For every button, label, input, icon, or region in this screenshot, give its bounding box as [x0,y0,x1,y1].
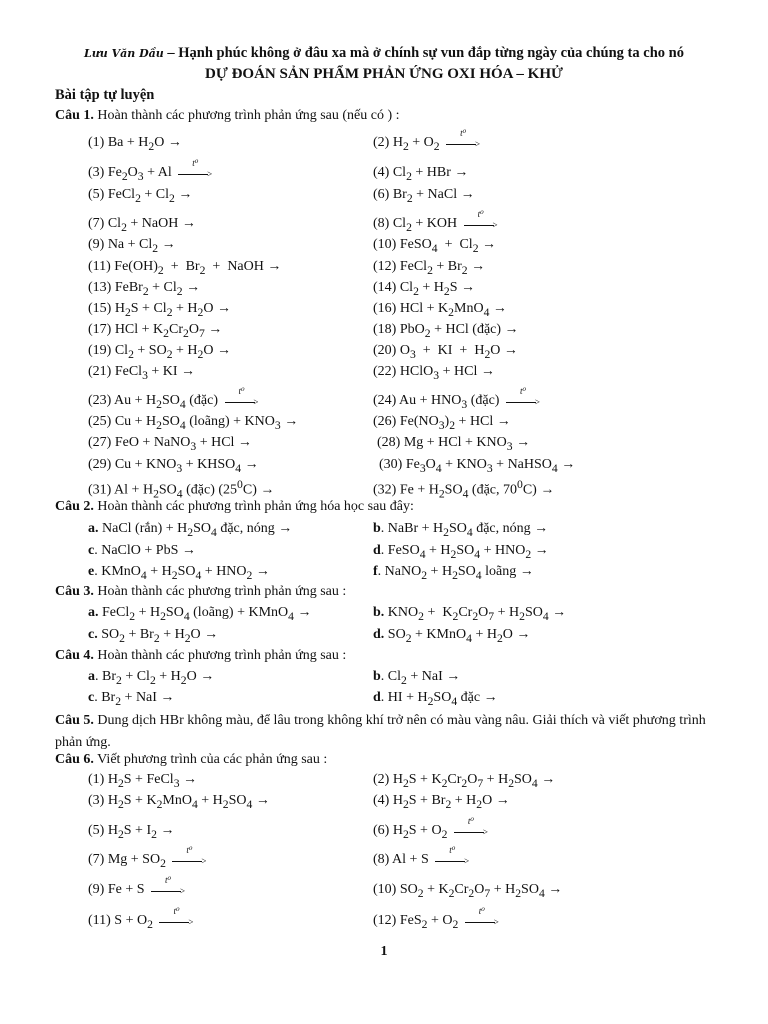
reaction-6-5: (5) $H_2S + I_2$ → [88,823,175,841]
question-label: Câu 6. [55,752,94,767]
question-text: Hoàn thành các phương trình phản ứng sau : [93,584,347,599]
reaction-3-c: c. $SO_2 + Br_2 + H_2O$ → [88,627,219,645]
reaction-1-19: (19) $Cl_2 + SO_2 + H_2O$ → [88,343,231,361]
reaction-1-4: (4) $Cl_2$ + HBr → [373,165,469,183]
question-4 [55,648,346,664]
reaction-6-2: (2) $H_2S + K_2Cr_2O_7 + H_2SO_4$ → [373,772,556,790]
reaction-3-d: d. $SO_2$ + KMnO$_4$ + $H_2O$ → [373,627,531,645]
reaction-2-f: f. NaNO$_2$ + $H_2SO_4$ loãng → [373,564,534,582]
reaction-2-e: e. KMnO$_4$ + $H_2SO_4 + HNO_2$ → [88,564,270,582]
heat-arrow-icon: t⁰ > [435,854,469,866]
reaction-1-1: (1) $Ba + H_2O$ → [88,135,182,153]
reaction-6-11: (11) $S + O_2$ t⁰ > [88,905,194,931]
reaction-1-25: (25) $Cu + H_2SO_4$ (loãng) + $KNO_3$ → [88,414,299,432]
reaction-1-2: (2) $H_2 + O_2$ t⁰ > [373,127,481,153]
reaction-1-21: (21) FeCl$_3$ + KI → [88,364,196,382]
heat-arrow-icon: t⁰ > [159,915,193,927]
heat-arrow-icon: t⁰ > [172,854,206,866]
heat-arrow-icon: t⁰ > [151,884,185,896]
reaction-1-24: (24) $Au + HNO_3$ (đặc) t⁰ > [373,385,540,411]
reaction-1-5: (5) FeCl$_2$ + $Cl_2$ → [88,187,193,205]
reaction-4-d: d. HI + $H_2SO_4$ đặc → [373,690,498,708]
reaction-1-20: (20) $O_3$ + KI + $H_2O$ → [373,343,518,361]
reaction-1-22: (22) HClO$_3$ + HCl → [373,364,495,382]
reaction-4-b: b. $Cl_2$ + NaI → [373,669,461,687]
reaction-6-12: (12) $FeS_2 + O_2$ t⁰ > [373,905,499,931]
question-label: Câu 3. [55,584,94,599]
section-title: Bài tập tự luyện [55,87,155,103]
reaction-2-c: c. NaClO + PbS → [88,543,196,558]
reaction-1-9: (9) $Na + Cl_2$ → [88,237,176,255]
heat-arrow-icon: t⁰ > [446,137,480,149]
reaction-1-30: (30) $Fe_3O_4 + KNO_3$ + NaHSO$_4$ → [379,457,576,475]
reaction-6-6: (6) $H_2S + O_2$ t⁰ > [373,815,488,841]
question-text: Hoàn thành các phương trình phản ứng sau (nếu có ) : [93,108,400,123]
reaction-1-18: (18) PbO$_2$ + HCl (đặc) → [373,322,519,340]
reaction-6-8: (8) Al + S t⁰ > [373,844,470,867]
heat-arrow-icon: t⁰ > [454,825,488,837]
heat-arrow-icon: t⁰ > [464,218,498,230]
reaction-1-13: (13) FeBr$_2$ + $Cl_2$ → [88,280,201,298]
reaction-1-16: (16) HCl + $K_2MnO_4$ → [373,301,507,319]
reaction-1-12: (12) FeCl$_2$ + $Br_2$ → [373,259,486,277]
reaction-4-c: c. $Br_2$ + NaI → [88,690,175,708]
reaction-1-31: (31) $Al + H_2SO_4$ (đặc) $(25^0C)$ → [88,478,275,501]
question-2 [55,499,414,515]
reaction-1-8: (8) $Cl_2$ + KOH t⁰ > [373,208,498,234]
question-text: Hoàn thành các phương trình phản ứng sau : [93,648,347,663]
reaction-1-27: (27) FeO + NaNO$_3$ + HCl → [88,435,252,453]
reaction-6-7: (7) $Mg + SO_2$ t⁰ > [88,844,207,870]
question-6 [55,752,327,768]
reaction-6-3: (3) $H_2S + K_2MnO_4 + H_2SO_4$ → [88,793,270,811]
heat-arrow-icon: t⁰ > [465,915,499,927]
reaction-1-28: (28) Mg + HCl + $KNO_3$ → [377,435,531,453]
question-text: Viết phương trình của các phản ứng sau : [93,752,328,767]
reaction-3-b: b. $KNO_2 + K_2Cr_2O_7 + H_2SO_4$ → [373,605,567,623]
question-label: Câu 4. [55,648,94,663]
document-title: DỰ ĐOÁN SẢN PHẨM PHẢN ỨNG OXI HÓA – KHỬ [205,66,563,82]
reaction-1-10: (10) FeSO$_4$ + $Cl_2$ → [373,237,497,255]
reaction-4-a: a. $Br_2 + Cl_2 + H_2O$ → [88,669,215,687]
reaction-6-9: (9) Fe + S t⁰ > [88,874,186,897]
heat-arrow-icon: t⁰ > [225,395,259,407]
header-motto: – Hạnh phúc không ở đâu xa mà ở chính sự vun đắp từng ngày của chúng ta cho nó [163,45,684,61]
question-text: Dung dịch HBr không màu, để lâu trong không khí trở nên có màu vàng nâu. Giải thích và viết phương trình phản ứng. [55,713,706,750]
page-header [0,45,768,62]
author-name: Lưu Văn Dầu [84,47,164,60]
reaction-1-17: (17) HCl + $K_2Cr_2O_7$ → [88,322,223,340]
heat-arrow-icon: t⁰ > [178,167,212,179]
reaction-1-23: (23) $Au + H_2SO_4$ (đặc) t⁰ > [88,385,259,411]
reaction-2-d: d. FeSO$_4$ + $H_2SO_4 + HNO_2$ → [373,543,549,561]
question-5 [55,710,725,754]
question-label: Câu 2. [55,499,94,514]
reaction-2-a: a. NaCl (rắn) + $H_2SO_4$ đặc, nóng → [88,521,293,539]
question-label: Câu 1. [55,108,94,123]
reaction-1-3: (3) $Fe_2O_3 + Al$ t⁰ > [88,157,213,183]
question-text: Hoàn thành các phương trình phản ứng hóa học sau đây: [93,499,414,514]
reaction-1-26: (26) $Fe(NO_3)_2$ + HCl → [373,414,511,432]
reaction-1-15: (15) $H_2S + Cl_2 + H_2O$ → [88,301,231,319]
reaction-3-a: a. FeCl$_2$ + $H_2SO_4$ (loãng) + KMnO$_4$ → [88,605,312,623]
reaction-1-7: (7) $Cl_2$ + NaOH → [88,216,196,234]
reaction-1-6: (6) $Br_2$ + NaCl → [373,187,475,205]
reaction-6-1: (1) $H_2S$ + FeCl$_3$ → [88,772,198,790]
page-number: 1 [380,944,388,959]
question-1 [55,108,400,124]
reaction-2-b: b. NaBr + $H_2SO_4$ đặc, nóng → [373,521,549,539]
reaction-1-32: (32) $Fe + H_2SO_4$ (đặc, $70^0C$) → [373,478,555,501]
reaction-6-10: (10) $SO_2 + K_2Cr_2O_7 + H_2SO_4$ → [373,882,563,900]
question-3 [55,584,346,600]
reaction-1-29: (29) $Cu + KNO_3$ + $KHSO_4$ → [88,457,259,475]
question-label: Câu 5. [55,713,94,728]
heat-arrow-icon: t⁰ > [506,395,540,407]
reaction-1-14: (14) $Cl_2 + H_2S$ → [373,280,476,298]
reaction-6-4: (4) $H_2S + Br_2 + H_2O$ → [373,793,510,811]
reaction-1-11: (11) $Fe(OH)_2 + Br_2$ + NaOH → [88,259,282,277]
